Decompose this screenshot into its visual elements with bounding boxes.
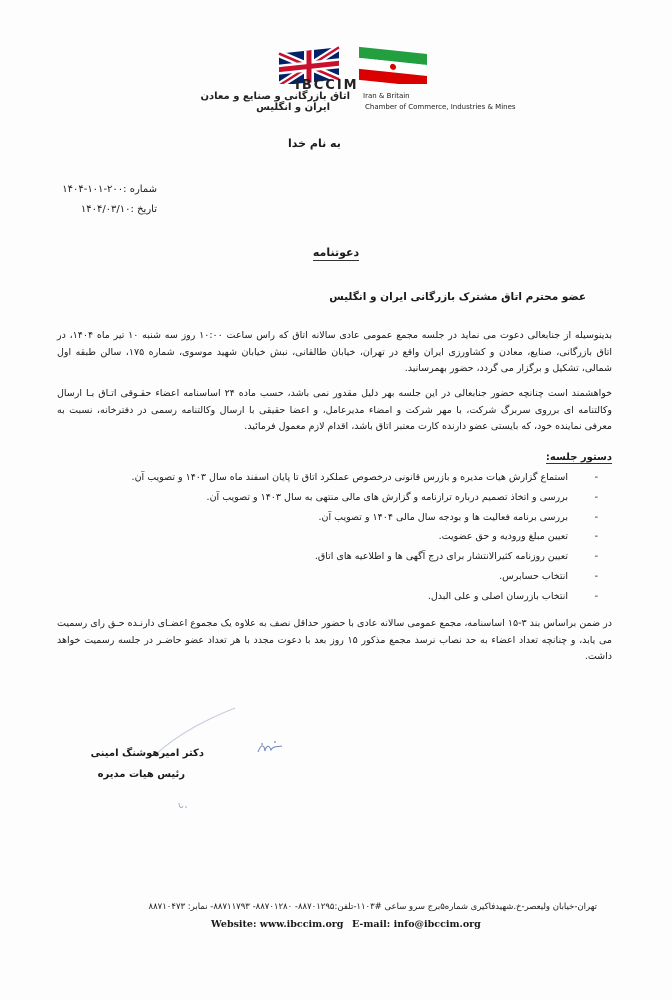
paragraph-proxy: خواهشمند است چنانچه حضور جنابعالی در این جلسه بهر دلیل مقدور نمی باشد، حسب ماده ۲۴ اساسنامه اعضاء حقـوقی اتـاق بـا ارسال وکالتنامه ای برروی سربرگ شرکت، با مهر شرکت و امضاء مدیرعامل، و اعضا حقیقی با ارسال وکالتنامه رسمی در دفترخانه، نسبت به معرفی نماینده خود، که بایستی عضو دارنده کارت معتبر اتاق باشد، اقدام لازم معمول فرمائید. bbox=[57, 388, 612, 432]
iran-flag-icon bbox=[359, 47, 427, 84]
footer-website: Website: www.ibccim.org bbox=[211, 919, 344, 930]
agenda-item: - انتخاب حسابرس. bbox=[92, 567, 612, 587]
logo-fa-line2: ایران و انگلیس bbox=[256, 102, 330, 113]
agenda-heading-text: دستور جلسه: bbox=[545, 452, 612, 463]
agenda-item: - بررسی و اتخاذ تصمیم درباره ترازنامه و گزارش های مالی منتهی به سال ۱۴۰۳ و تصویب آن. bbox=[92, 488, 612, 508]
logo-en-line1: Iran & Britain bbox=[363, 92, 410, 100]
document-title-text: دعوتنامه bbox=[312, 246, 360, 259]
signature-icon bbox=[255, 738, 285, 760]
footer-email: E-mail: info@ibccim.org bbox=[352, 919, 481, 930]
logo-en-line2: Chamber of Commerce, Industries & Mines bbox=[365, 103, 516, 111]
paragraph-invitation: بدینوسیله از جنابعالی دعوت می نماید در جلسه مجمع عمومی عادی سالانه اتاق که راس ساعت ۱۰:۰۰ روز سه شنبه ۱۰ تیر ماه ۱۴۰۴، در اتاق بازرگانی، صنایع، معادن و کشاورزی ایران واقع در تهران، خیابان طالقانی، نبش خیابان شهید موسوی، شماره ۱۷۵، سالن طبقه اول شمالی، تشکیل و برگزار می گردد، حضور بهمرسانید. bbox=[57, 330, 612, 374]
signatory-role: رئیس هیات مدیره bbox=[97, 769, 185, 780]
agenda-item: - تعیین مبلغ ورودیه و حق عضویت. bbox=[92, 527, 612, 547]
reference-block bbox=[17, 180, 157, 220]
addressee: عضو محترم اتاق مشترک بازرگانی ایران و انگلیس bbox=[329, 291, 586, 303]
agenda-heading bbox=[546, 452, 612, 463]
signatory-name: دکتر امیرهوشنگ امینی bbox=[90, 748, 204, 759]
logo-fa-line1: اتاق بازرگانی و صنایع و معادن bbox=[200, 91, 350, 102]
agenda-item: - بررسی برنامه فعالیت ها و بودجه سال مالی ۱۴۰۴ و تصویب آن. bbox=[92, 508, 612, 528]
document-title bbox=[0, 246, 672, 259]
basmala: به نام خدا bbox=[288, 137, 341, 150]
chamber-logo bbox=[200, 40, 516, 120]
logo-title: IBCCIM bbox=[295, 78, 359, 93]
letter-number: شماره :۲۰۰-۱۰۱-۱۴۰۴ bbox=[62, 184, 157, 195]
agenda-item: - انتخاب بازرسان اصلی و علی البدل. bbox=[92, 587, 612, 607]
paragraph-quorum: در ضمن براساس بند ۳-۱۵ اساسنامه، مجمع عمومی سالانه عادی با حضور حداقل نصف به علاوه یک مجموع اعضـای دارنـده حـق رای رسمیت می یابد، و چنانچه تعداد اعضاء به حد نصاب نرسد مجمع مذکور ۱۵ روز بعد با دعوت مجدد با هر تعداد عضو حاضـر در جلسه رسمیت خواهد داشت. bbox=[57, 618, 612, 662]
letter-date: تاریخ :۱۴۰۴/۰۳/۱۰ bbox=[80, 204, 157, 215]
ink-mark-icon bbox=[176, 800, 190, 812]
agenda-item: - تعیین روزنامه کثیرالانتشار برای درج آگهی ها و اطلاعیه های اتاق. bbox=[92, 547, 612, 567]
footer-address: تهران-خیابان ولیعصر-خ.شهیدفاکیری شماره۵برج سرو ساعی #۱۱۰۳-تلفن:۸۸۷۰۱۲۹۵- ۸۸۷۰۱۲۸۰- ۸۸۷۱۱۷۹۳- نمابر: ۸۸۷۱۰۴۷۳ bbox=[148, 902, 597, 912]
agenda-item: - استماع گزارش هیات مدیره و بازرس قانونی درخصوص عملکرد اتاق تا پایان اسفند ماه سال ۱۴۰۳ و تصویب آن. bbox=[92, 468, 612, 488]
agenda-list bbox=[92, 468, 612, 607]
